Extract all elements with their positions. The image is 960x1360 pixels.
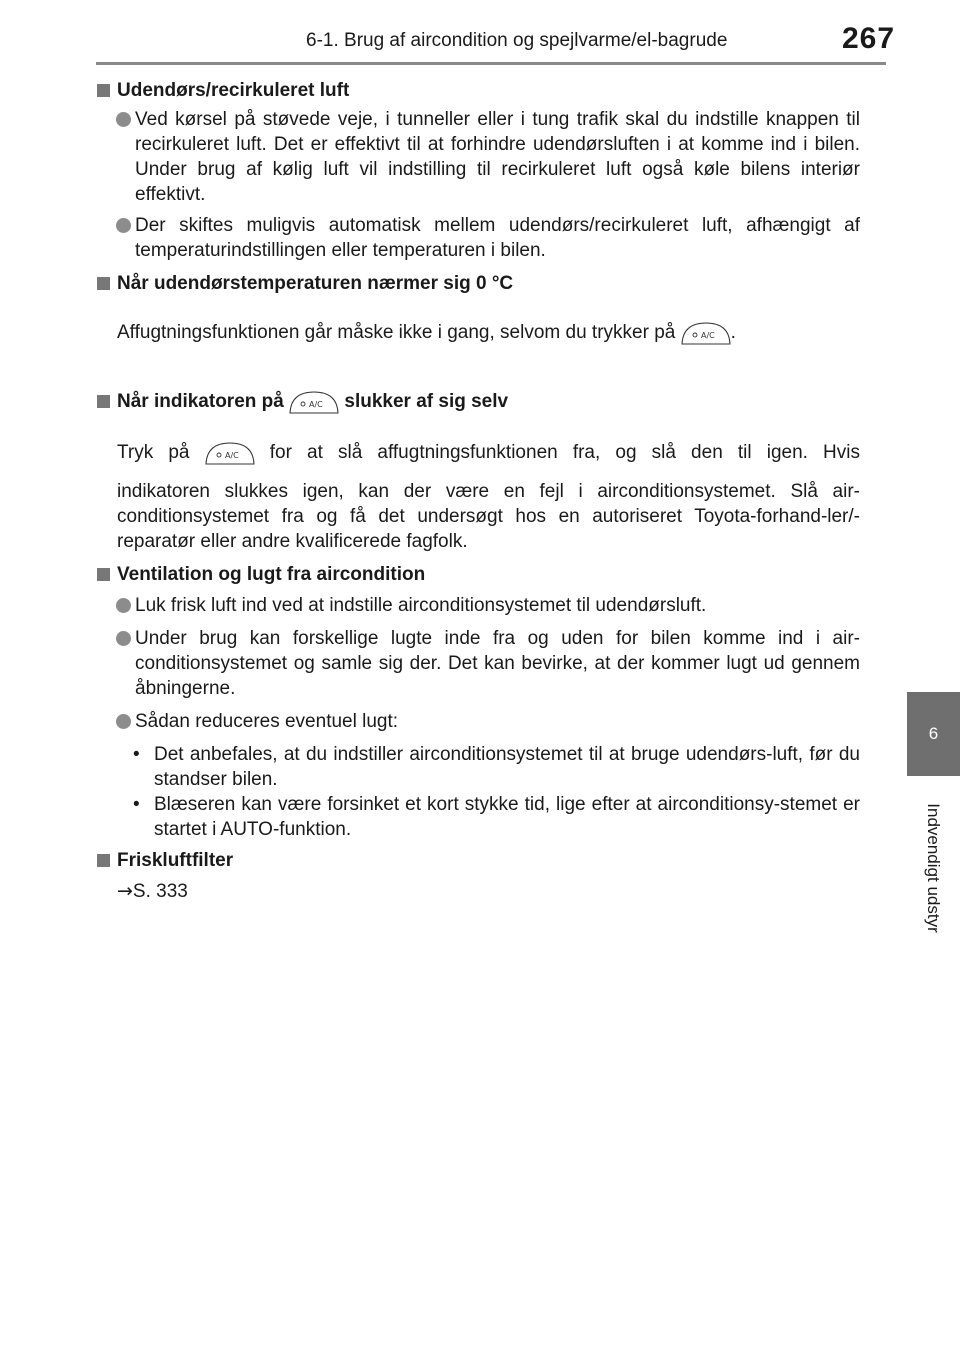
ac-button-icon [681, 321, 731, 345]
circle-bullet-icon [116, 631, 131, 646]
small-bullet-icon: • [133, 794, 140, 815]
page-content [96, 78, 860, 904]
chapter-tab-label: Indvendigt udstyr [924, 803, 943, 933]
circle-bullet-icon [116, 714, 131, 729]
chapter-tab: 6 [907, 692, 960, 776]
arrow-right-icon: → [117, 880, 133, 902]
square-bullet-icon [97, 395, 110, 408]
heading-ventilation-odor: Ventilation og lugt fra aircondition [96, 562, 860, 587]
heading-near-zero-degrees: Når udendørstemperaturen nærmer sig 0 °C [96, 271, 860, 296]
svg-text:A/C: A/C [700, 330, 715, 340]
small-bullet-icon: • [133, 744, 140, 765]
para-press-ac-line: Tryk på A/C for at slå affugtningsfunktionen fra, og slå den til igen. Hvis [117, 442, 860, 463]
para-dehumidify-not-start: Affugtningsfunktionen går måske ikke i gang, selvom du trykker på A/C . [117, 322, 736, 343]
heading-outside-recirculated-air: Udendørs/recirkuleret luft [96, 78, 860, 103]
svg-text:A/C: A/C [309, 399, 323, 409]
circle-bullet-icon [116, 112, 131, 127]
bullet-automatic-switch: Der skiftes muligvis automatisk mellem udendørs/recirkuleret luft, afhængigt af temperaturindstillingen eller temperaturen i bilen. [96, 213, 860, 263]
page-number: 267 [842, 22, 896, 55]
sub-item-blower-delay: • Blæseren kan være forsinket et kort stykke tid, lige efter at airconditionsy-stemet er startet i AUTO-funktion. [133, 794, 860, 840]
chapter-title: 6-1. Brug af aircondition og spejlvarme/el-bagrude [306, 30, 728, 51]
ac-button-icon [205, 441, 255, 465]
bullet-fresh-air: Luk frisk luft ind ved at indstille airconditionsystemet til udendørsluft. [96, 593, 860, 618]
svg-text:A/C: A/C [224, 450, 239, 460]
square-bullet-icon [97, 84, 110, 97]
sub-item-outside-air: • Det anbefales, at du indstiller airconditionsystemet til at bruge udendørs-luft, før du standser bilen. [133, 744, 860, 790]
circle-bullet-icon [116, 218, 131, 233]
ac-button-icon [289, 390, 339, 414]
page-header [0, 0, 960, 66]
heading-fresh-air-filter: Friskluftfilter [96, 848, 860, 873]
square-bullet-icon [97, 854, 110, 867]
bullet-dusty-roads: Ved kørsel på støvede veje, i tunneller eller i tung trafik skal du indstille knappen til recirkuleret luft. Det er effektivt til at forhindre udendørsluften i at komme ind i bilen. Under brug af kølig luft vil indstilling til recirkuleret luft også køle bilens interiør effektivt. [96, 107, 860, 207]
circle-bullet-icon [116, 598, 131, 613]
bullet-odors: Under brug kan forskellige lugte inde fra og uden for bilen komme ind i air-conditionsystemet og samle sig der. Det kan bevirke, at der kommer lugt ud gennem åbningerne. [96, 626, 860, 701]
bullet-reduce-odor: Sådan reduceres eventuel lugt: [96, 709, 860, 734]
heading-indicator-off: Når indikatoren på A/C slukker af sig selv [96, 389, 860, 414]
para-indicator-fault: indikatoren slukkes igen, kan der være en fejl i airconditionsystemet. Slå air-conditionsystemet fra og få det undersøgt hos en autoriseret Toyota-forhand-ler/-reparatør eller andre kvalificerede fagfolk. [117, 481, 860, 552]
square-bullet-icon [97, 568, 110, 581]
square-bullet-icon [97, 277, 110, 290]
page-reference[interactable]: →S. 333 [117, 880, 188, 902]
header-rule [96, 62, 886, 65]
